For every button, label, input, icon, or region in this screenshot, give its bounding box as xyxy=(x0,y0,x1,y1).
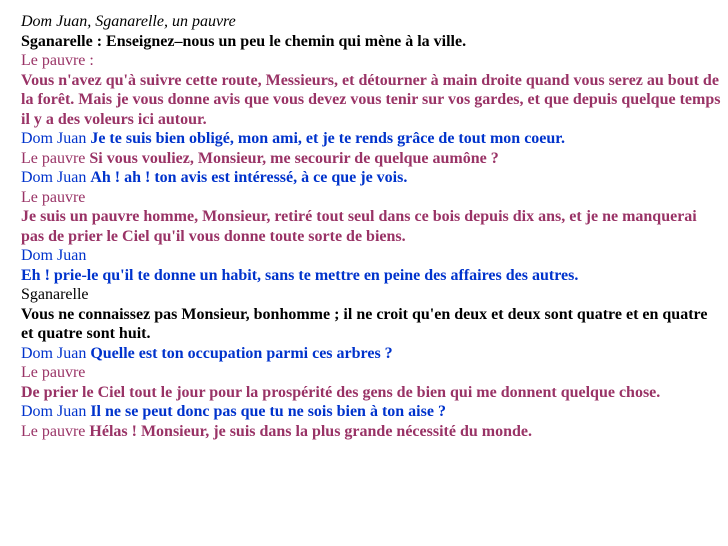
speech-dom-juan: Il ne se peut donc pas que tu ne sois bien à ton aise ? xyxy=(90,403,446,420)
speaker-dom-juan: Dom Juan xyxy=(21,169,91,186)
speech-dom-juan: Je te suis bien obligé, mon ami, et je te rends grâce de tout mon coeur. xyxy=(90,130,565,147)
speaker-dom-juan: Dom Juan xyxy=(21,247,87,264)
speaker-pauvre: Le pauvre xyxy=(21,364,86,381)
speech-dom-juan: Quelle est ton occupation parmi ces arbres ? xyxy=(90,344,393,362)
speech-pauvre: Si vous vouliez, Monsieur, me secourir de quelque aumône ? xyxy=(89,149,499,167)
speaker-pauvre: Le pauvre : xyxy=(21,52,94,69)
line-sganarelle-1 xyxy=(21,32,721,52)
speaker-pauvre: Le pauvre xyxy=(21,422,90,440)
line-pauvre-5 xyxy=(21,422,721,442)
line-dom-juan-5 xyxy=(21,402,721,422)
speaker-dom-juan: Dom Juan xyxy=(21,130,91,147)
speaker-sganarelle: Sganarelle xyxy=(21,286,89,303)
line-dom-juan-4 xyxy=(21,344,721,364)
line-pauvre-2 xyxy=(21,149,721,169)
line-dom-juan-1 xyxy=(21,129,721,149)
speech-sganarelle: Enseignez–nous un peu le chemin qui mène à la ville. xyxy=(106,32,467,50)
speech-dom-juan: Ah ! ah ! ton avis est intéressé, à ce que je vois. xyxy=(90,169,408,186)
speaker-dom-juan: Dom Juan xyxy=(21,403,91,420)
dialogue-page xyxy=(21,12,721,441)
speaker-sganarelle: Sganarelle : xyxy=(21,32,107,50)
speaker-dom-juan: Dom Juan xyxy=(21,344,91,362)
speech-pauvre: Je suis un pauvre homme, Monsieur, retiré tout seul dans ce bois depuis dix ans, et je ne manquerai pas de prier le Ciel qu'il vous donne toute sorte de biens. xyxy=(21,208,697,245)
line-dom-juan-2 xyxy=(21,168,721,188)
scene-characters: Dom Juan, Sganarelle, un pauvre xyxy=(21,13,236,30)
speaker-pauvre: Le pauvre xyxy=(21,149,90,167)
speaker-pauvre: Le pauvre xyxy=(21,188,86,206)
speech-sganarelle: Vous ne connaissez pas Monsieur, bonhomme ; il ne croit qu'en deux et deux sont quatre et en quatre et quatre sont huit. xyxy=(21,305,708,342)
speech-dom-juan: Eh ! prie-le qu'il te donne un habit, sans te mettre en peine des affaires des autres. xyxy=(21,266,579,284)
speech-pauvre: Hélas ! Monsieur, je suis dans la plus grande nécessité du monde. xyxy=(89,422,532,440)
speech-pauvre: Vous n'avez qu'à suivre cette route, Messieurs, et détourner à main droite quand vous serez au bout de la forêt. Mais je vous donne avis que vous devez vous tenir sur vos gardes, et que depuis quelque temps il y a des voleurs ici autour. xyxy=(21,71,721,128)
speech-pauvre: De prier le Ciel tout le jour pour la prospérité des gens de bien qui me donnent quelque chose. xyxy=(21,383,661,401)
